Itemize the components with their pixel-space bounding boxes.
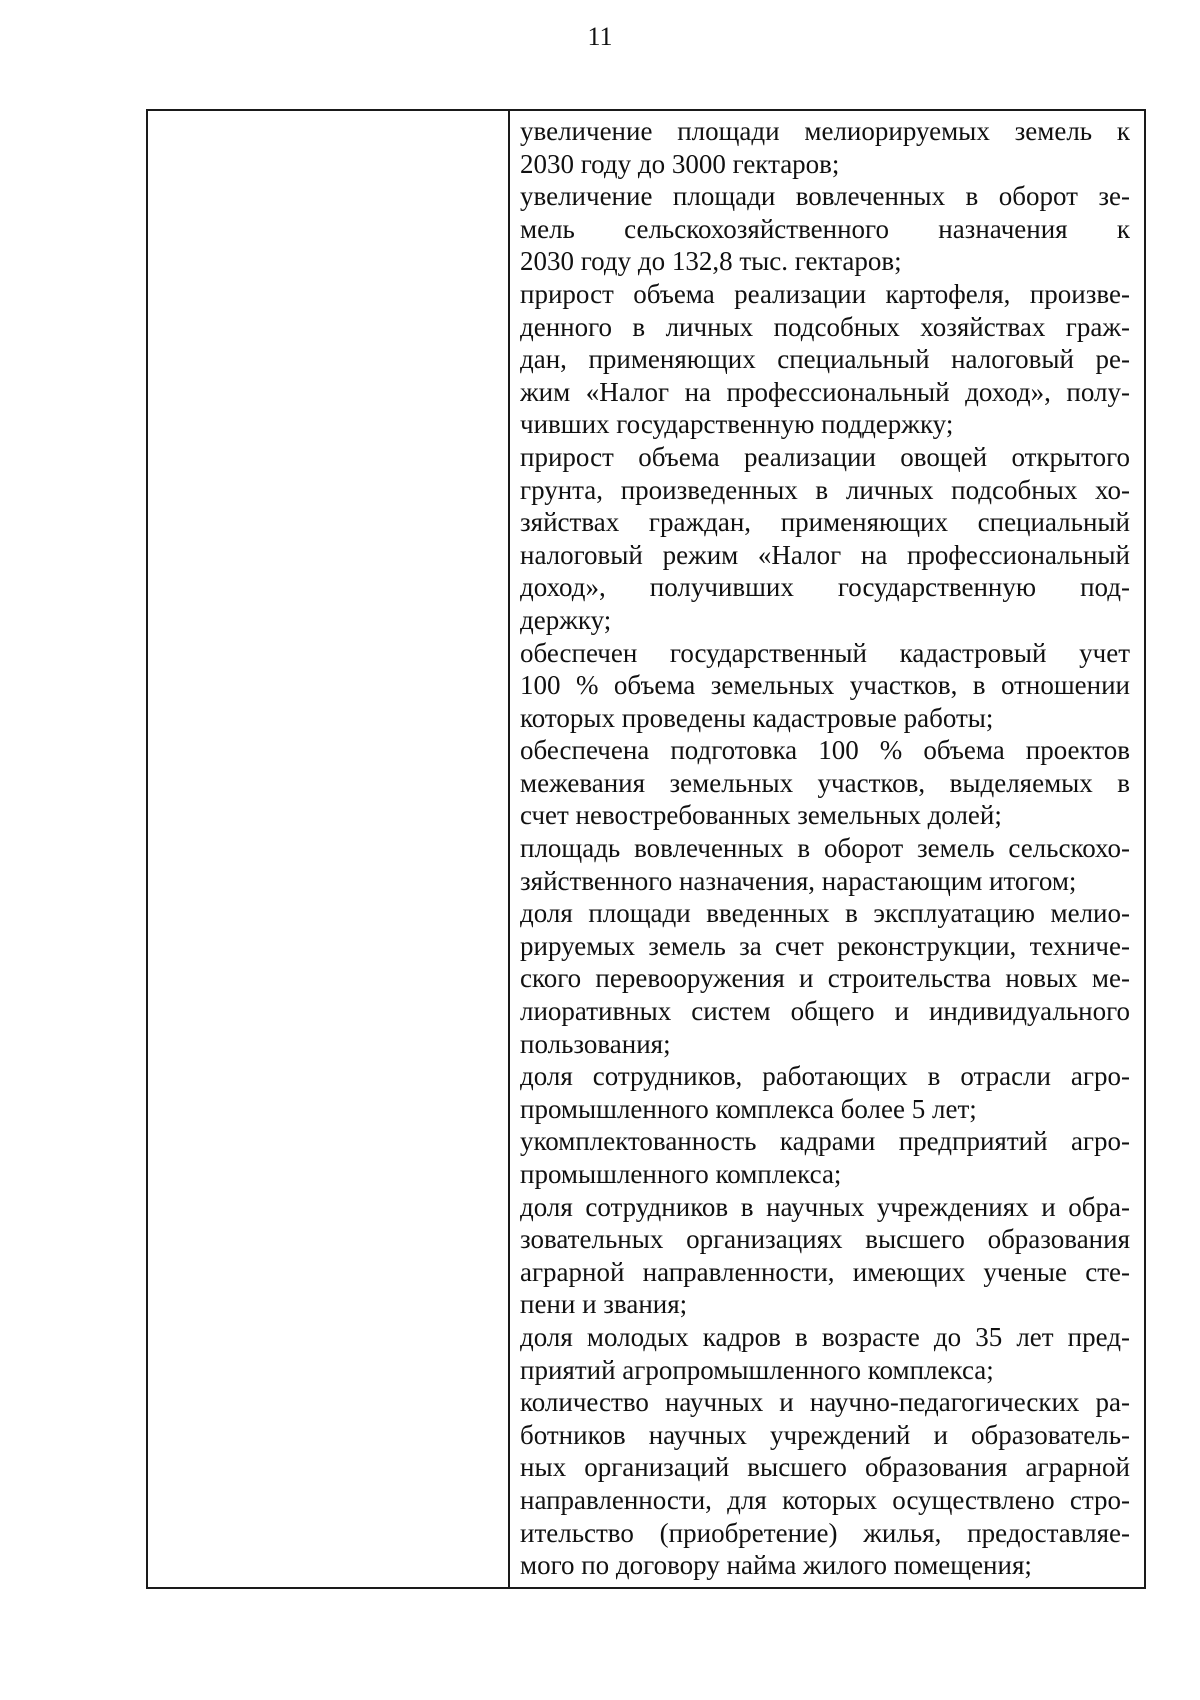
- table-left-cell: [148, 111, 510, 1587]
- text-line: зовательных организациях высшего образования: [520, 1224, 1130, 1255]
- text-line: промышленного комплекса более 5 лет;: [520, 1093, 977, 1124]
- text-line: налоговый режим «Налог на профессиональный: [520, 539, 1130, 570]
- document-table: [146, 109, 1146, 1589]
- text-line: аграрной направленности, имеющих ученые сте-: [520, 1256, 1130, 1287]
- text-line: доля площади введенных в эксплуатацию мелио-: [520, 898, 1130, 929]
- text-line: держку;: [520, 604, 612, 635]
- text-line: ботников научных учреждений и образователь-: [520, 1419, 1130, 1450]
- text-line: прирост объема реализации овощей открытого: [520, 441, 1130, 472]
- text-line: зяйственного назначения, нарастающим итогом;: [520, 865, 1077, 896]
- text-line: увеличение площади мелиорируемых земель к: [520, 116, 1130, 146]
- text-line: чивших государственную поддержку;: [520, 409, 954, 440]
- text-line: дан, применяющих специальный налоговый ре-: [520, 344, 1130, 375]
- text-line: прирост объема реализации картофеля, произве-: [520, 278, 1130, 309]
- text-line: пользования;: [520, 1028, 671, 1059]
- text-line: которых проведены кадастровые работы;: [520, 702, 994, 733]
- text-line: 2030 году до 3000 гектаров;: [520, 148, 840, 179]
- text-line: 100 % объема земельных участков, в отношении: [520, 670, 1130, 701]
- text-line: 2030 году до 132,8 тыс. гектаров;: [520, 246, 902, 277]
- text-line: лиоративных систем общего и индивидуального: [520, 996, 1130, 1027]
- text-line: рируемых земель за счет реконструкции, техниче-: [520, 930, 1130, 961]
- text-line: обеспечен государственный кадастровый учет: [520, 637, 1130, 668]
- text-line: ского перевооружения и строительства новых ме-: [520, 963, 1130, 994]
- text-line: мель сельскохозяйственного назначения к: [520, 213, 1130, 244]
- text-line: денного в личных подсобных хозяйствах граж-: [520, 311, 1130, 342]
- text-line: увеличение площади вовлеченных в оборот зе-: [520, 181, 1130, 212]
- text-line: обеспечена подготовка 100 % объема проектов: [520, 735, 1130, 766]
- text-line: количество научных и научно-педагогических ра-: [520, 1387, 1130, 1418]
- text-line: грунта, произведенных в личных подсобных хо-: [520, 474, 1130, 505]
- text-line: доход», получивших государственную под-: [520, 572, 1130, 603]
- text-line: доля сотрудников, работающих в отрасли агро-: [520, 1061, 1130, 1092]
- text-line: площадь вовлеченных в оборот земель сельскохо-: [520, 833, 1130, 864]
- text-line: пени и звания;: [520, 1289, 688, 1320]
- text-line: зяйствах граждан, применяющих специальный: [520, 507, 1130, 538]
- text-line: межевания земельных участков, выделяемых в: [520, 767, 1130, 798]
- text-line: промышленного комплекса;: [520, 1159, 842, 1189]
- page-number: 11: [587, 22, 613, 51]
- text-line: доля сотрудников в научных учреждениях и обра-: [520, 1191, 1130, 1222]
- table-right-cell: [510, 111, 1144, 1587]
- text-line: мого по договору найма жилого помещения;: [520, 1550, 1032, 1581]
- text-line: ительство (приобретение) жилья, предоставляе-: [520, 1517, 1130, 1548]
- text-line: счет невостребованных земельных долей;: [520, 800, 1002, 831]
- text-line: направленности, для которых осуществлено стро-: [520, 1484, 1130, 1515]
- text-line: укомплектованность кадрами предприятий агро-: [520, 1126, 1130, 1157]
- text-line: приятий агропромышленного комплекса;: [520, 1354, 994, 1385]
- text-line: ных организаций высшего образования аграрной: [520, 1452, 1130, 1483]
- text-line: жим «Налог на профессиональный доход», полу-: [520, 376, 1130, 407]
- text-line: доля молодых кадров в возрасте до 35 лет пред-: [520, 1321, 1130, 1352]
